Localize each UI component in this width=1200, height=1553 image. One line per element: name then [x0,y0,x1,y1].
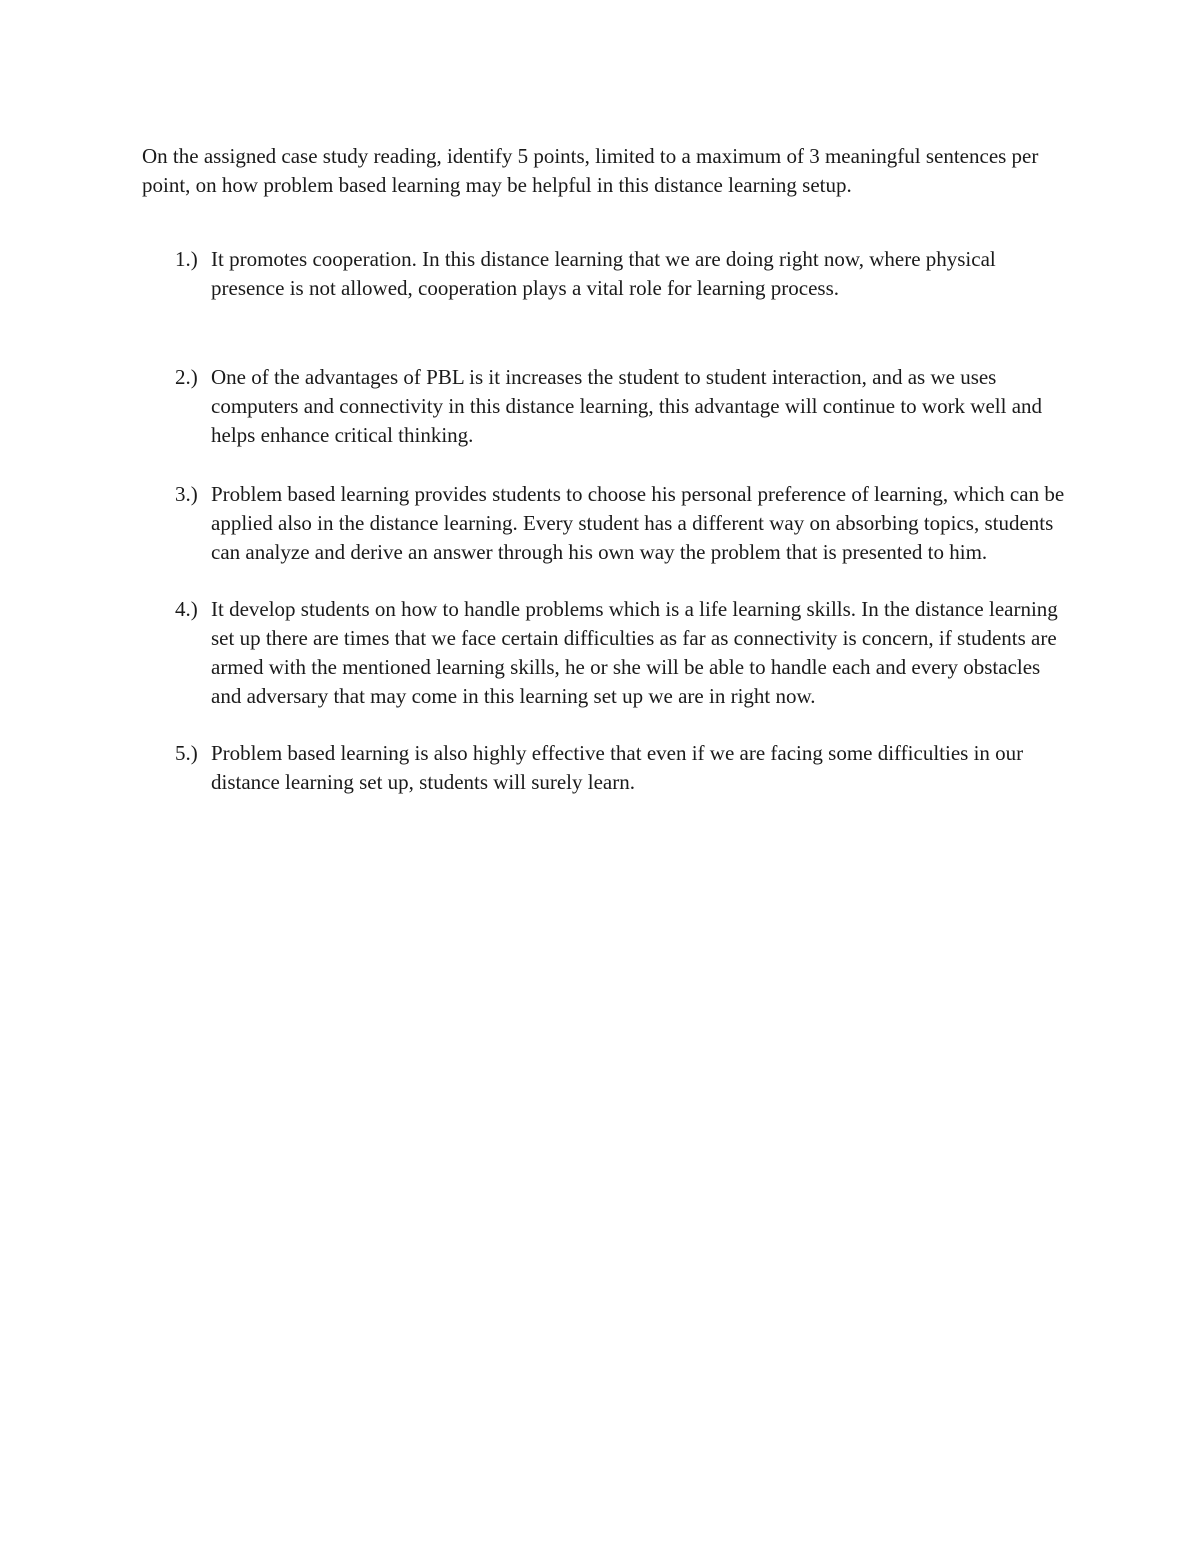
list-item-text: It develop students on how to handle problems which is a life learning skills. In the distance learning set up there are times that we face certain difficulties as far as connectivity is concern, if students are armed with the mentioned learning skills, he or she will be able to handle each and every obstacles and adversary that may come in this learning set up we are in right now. [211,597,1058,708]
list-item-text: Problem based learning provides students to choose his personal preference of learning, which can be applied also in the distance learning. Every student has a different way on absorbing topics, students can analyze and derive an answer through his own way the problem that is presented to him. [211,482,1065,564]
list-item [175,245,1065,303]
list-item-text: It promotes cooperation. In this distance learning that we are doing right now, where physical presence is not allowed, cooperation plays a vital role for learning process. [211,247,996,300]
list-item [175,739,1065,797]
list-item [175,480,1065,567]
list-item [175,595,1065,711]
points-list [175,245,1065,797]
list-item-text: One of the advantages of PBL is it increases the student to student interaction, and as we uses computers and connectivity in this distance learning, this advantage will continue to work well and helps enhance critical thinking. [211,365,1043,447]
list-item-number: 4.) [175,597,198,621]
list-item [175,363,1065,450]
list-item-number: 3.) [175,482,198,506]
intro-paragraph: On the assigned case study reading, identify 5 points, limited to a maximum of 3 meaningful sentences per point, on how problem based learning may be helpful in this distance learning setup. [142,144,1039,197]
list-item-number: 5.) [175,741,198,765]
list-item-text: Problem based learning is also highly effective that even if we are facing some difficulties in our distance learning set up, students will surely learn. [211,741,1024,794]
list-item-number: 1.) [175,247,198,271]
list-item-number: 2.) [175,365,198,389]
